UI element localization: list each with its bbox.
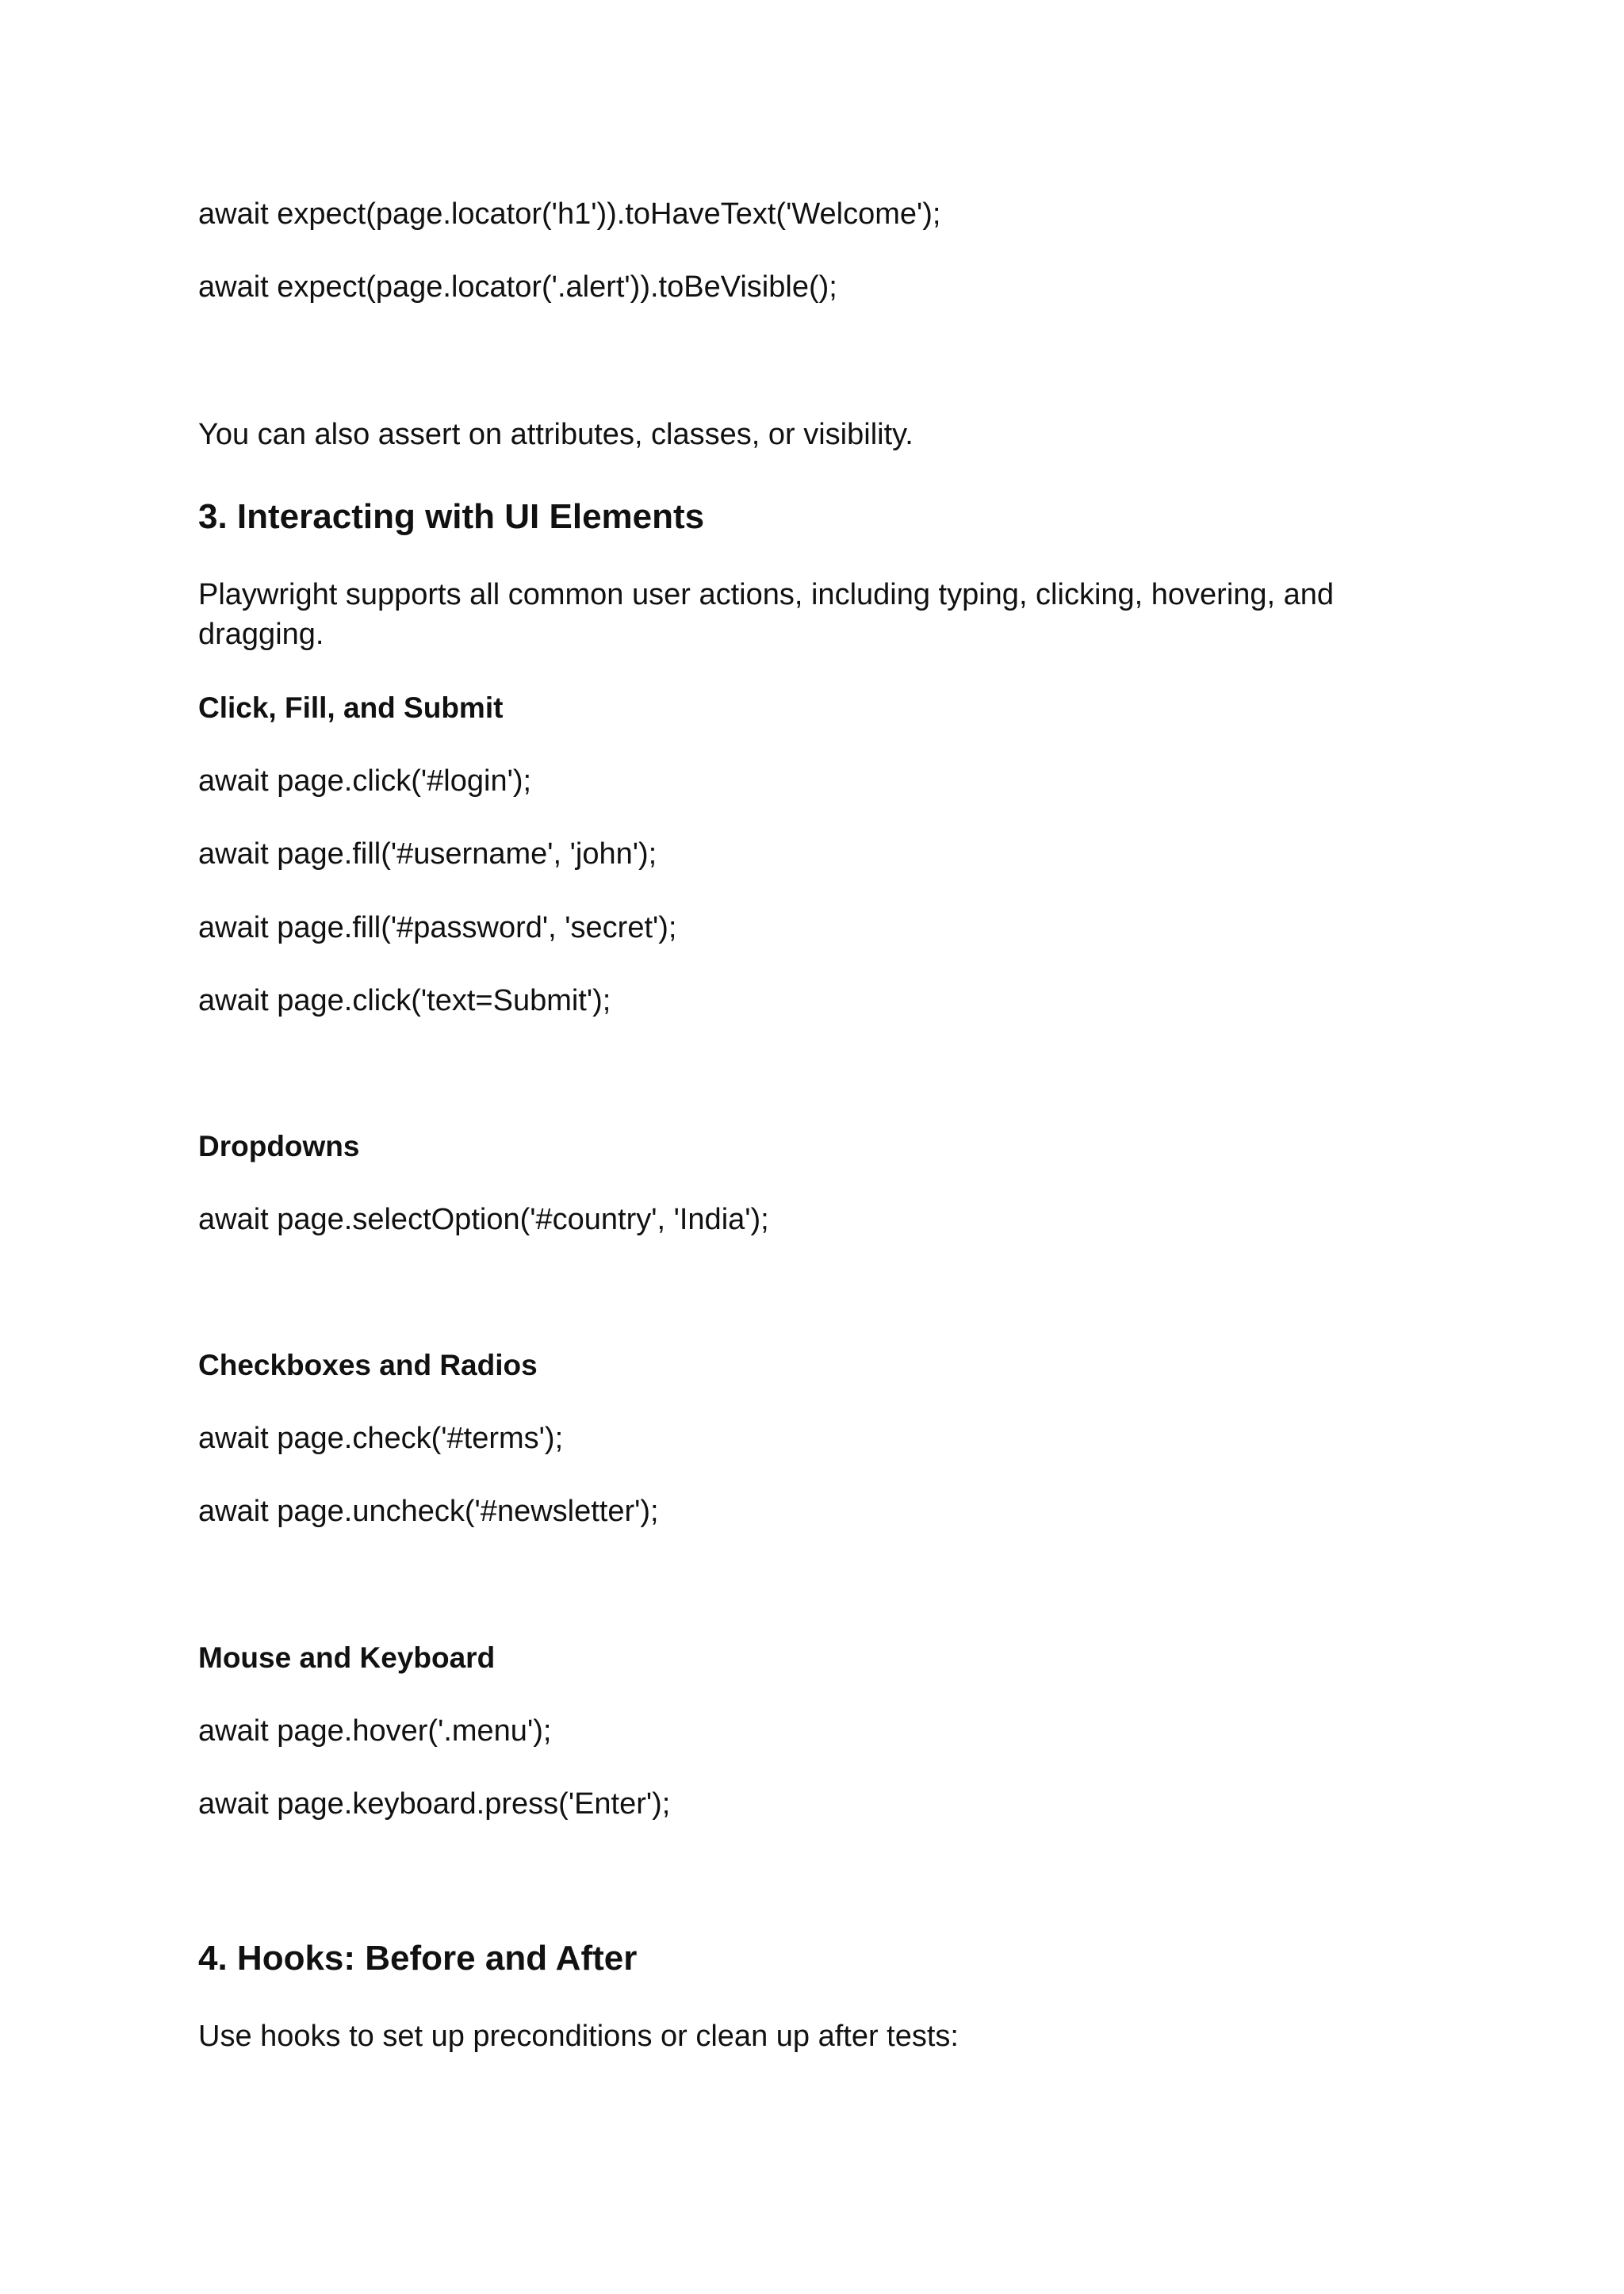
section-heading-interacting: 3. Interacting with UI Elements <box>198 497 705 536</box>
code-line-fill-username: await page.fill('#username', 'john'); <box>198 837 657 871</box>
code-line-fill-password: await page.fill('#password', 'secret'); <box>198 911 677 944</box>
section-heading-hooks: 4. Hooks: Before and After <box>198 1939 638 1978</box>
code-line-check-terms: await page.check('#terms'); <box>198 1422 564 1455</box>
code-line-uncheck-newsletter: await page.uncheck('#newsletter'); <box>198 1495 659 1528</box>
code-line-expect-heading: await expect(page.locator('h1')).toHaveText('Welcome'); <box>198 197 941 231</box>
code-line-select-option: await page.selectOption('#country', 'India'); <box>198 1203 769 1236</box>
paragraph-hooks-usage: Use hooks to set up preconditions or clean up after tests: <box>198 2020 959 2053</box>
subheading-dropdowns: Dropdowns <box>198 1130 360 1162</box>
subheading-click-fill-submit: Click, Fill, and Submit <box>198 691 504 724</box>
paragraph-assert-note: You can also assert on attributes, classes, or visibility. <box>198 418 914 451</box>
code-line-hover-menu: await page.hover('.menu'); <box>198 1714 552 1748</box>
paragraph-playwright-actions: Playwright supports all common user actions, including typing, clicking, hovering, and dragging. <box>198 578 1335 651</box>
code-line-keyboard-press: await page.keyboard.press('Enter'); <box>198 1787 671 1821</box>
subheading-mouse-keyboard: Mouse and Keyboard <box>198 1641 496 1674</box>
subheading-checkboxes-radios: Checkboxes and Radios <box>198 1349 538 1381</box>
code-line-click-submit: await page.click('text=Submit'); <box>198 984 611 1017</box>
code-line-click-login: await page.click('#login'); <box>198 764 532 798</box>
code-line-expect-alert: await expect(page.locator('.alert')).toBeVisible(); <box>198 270 837 304</box>
